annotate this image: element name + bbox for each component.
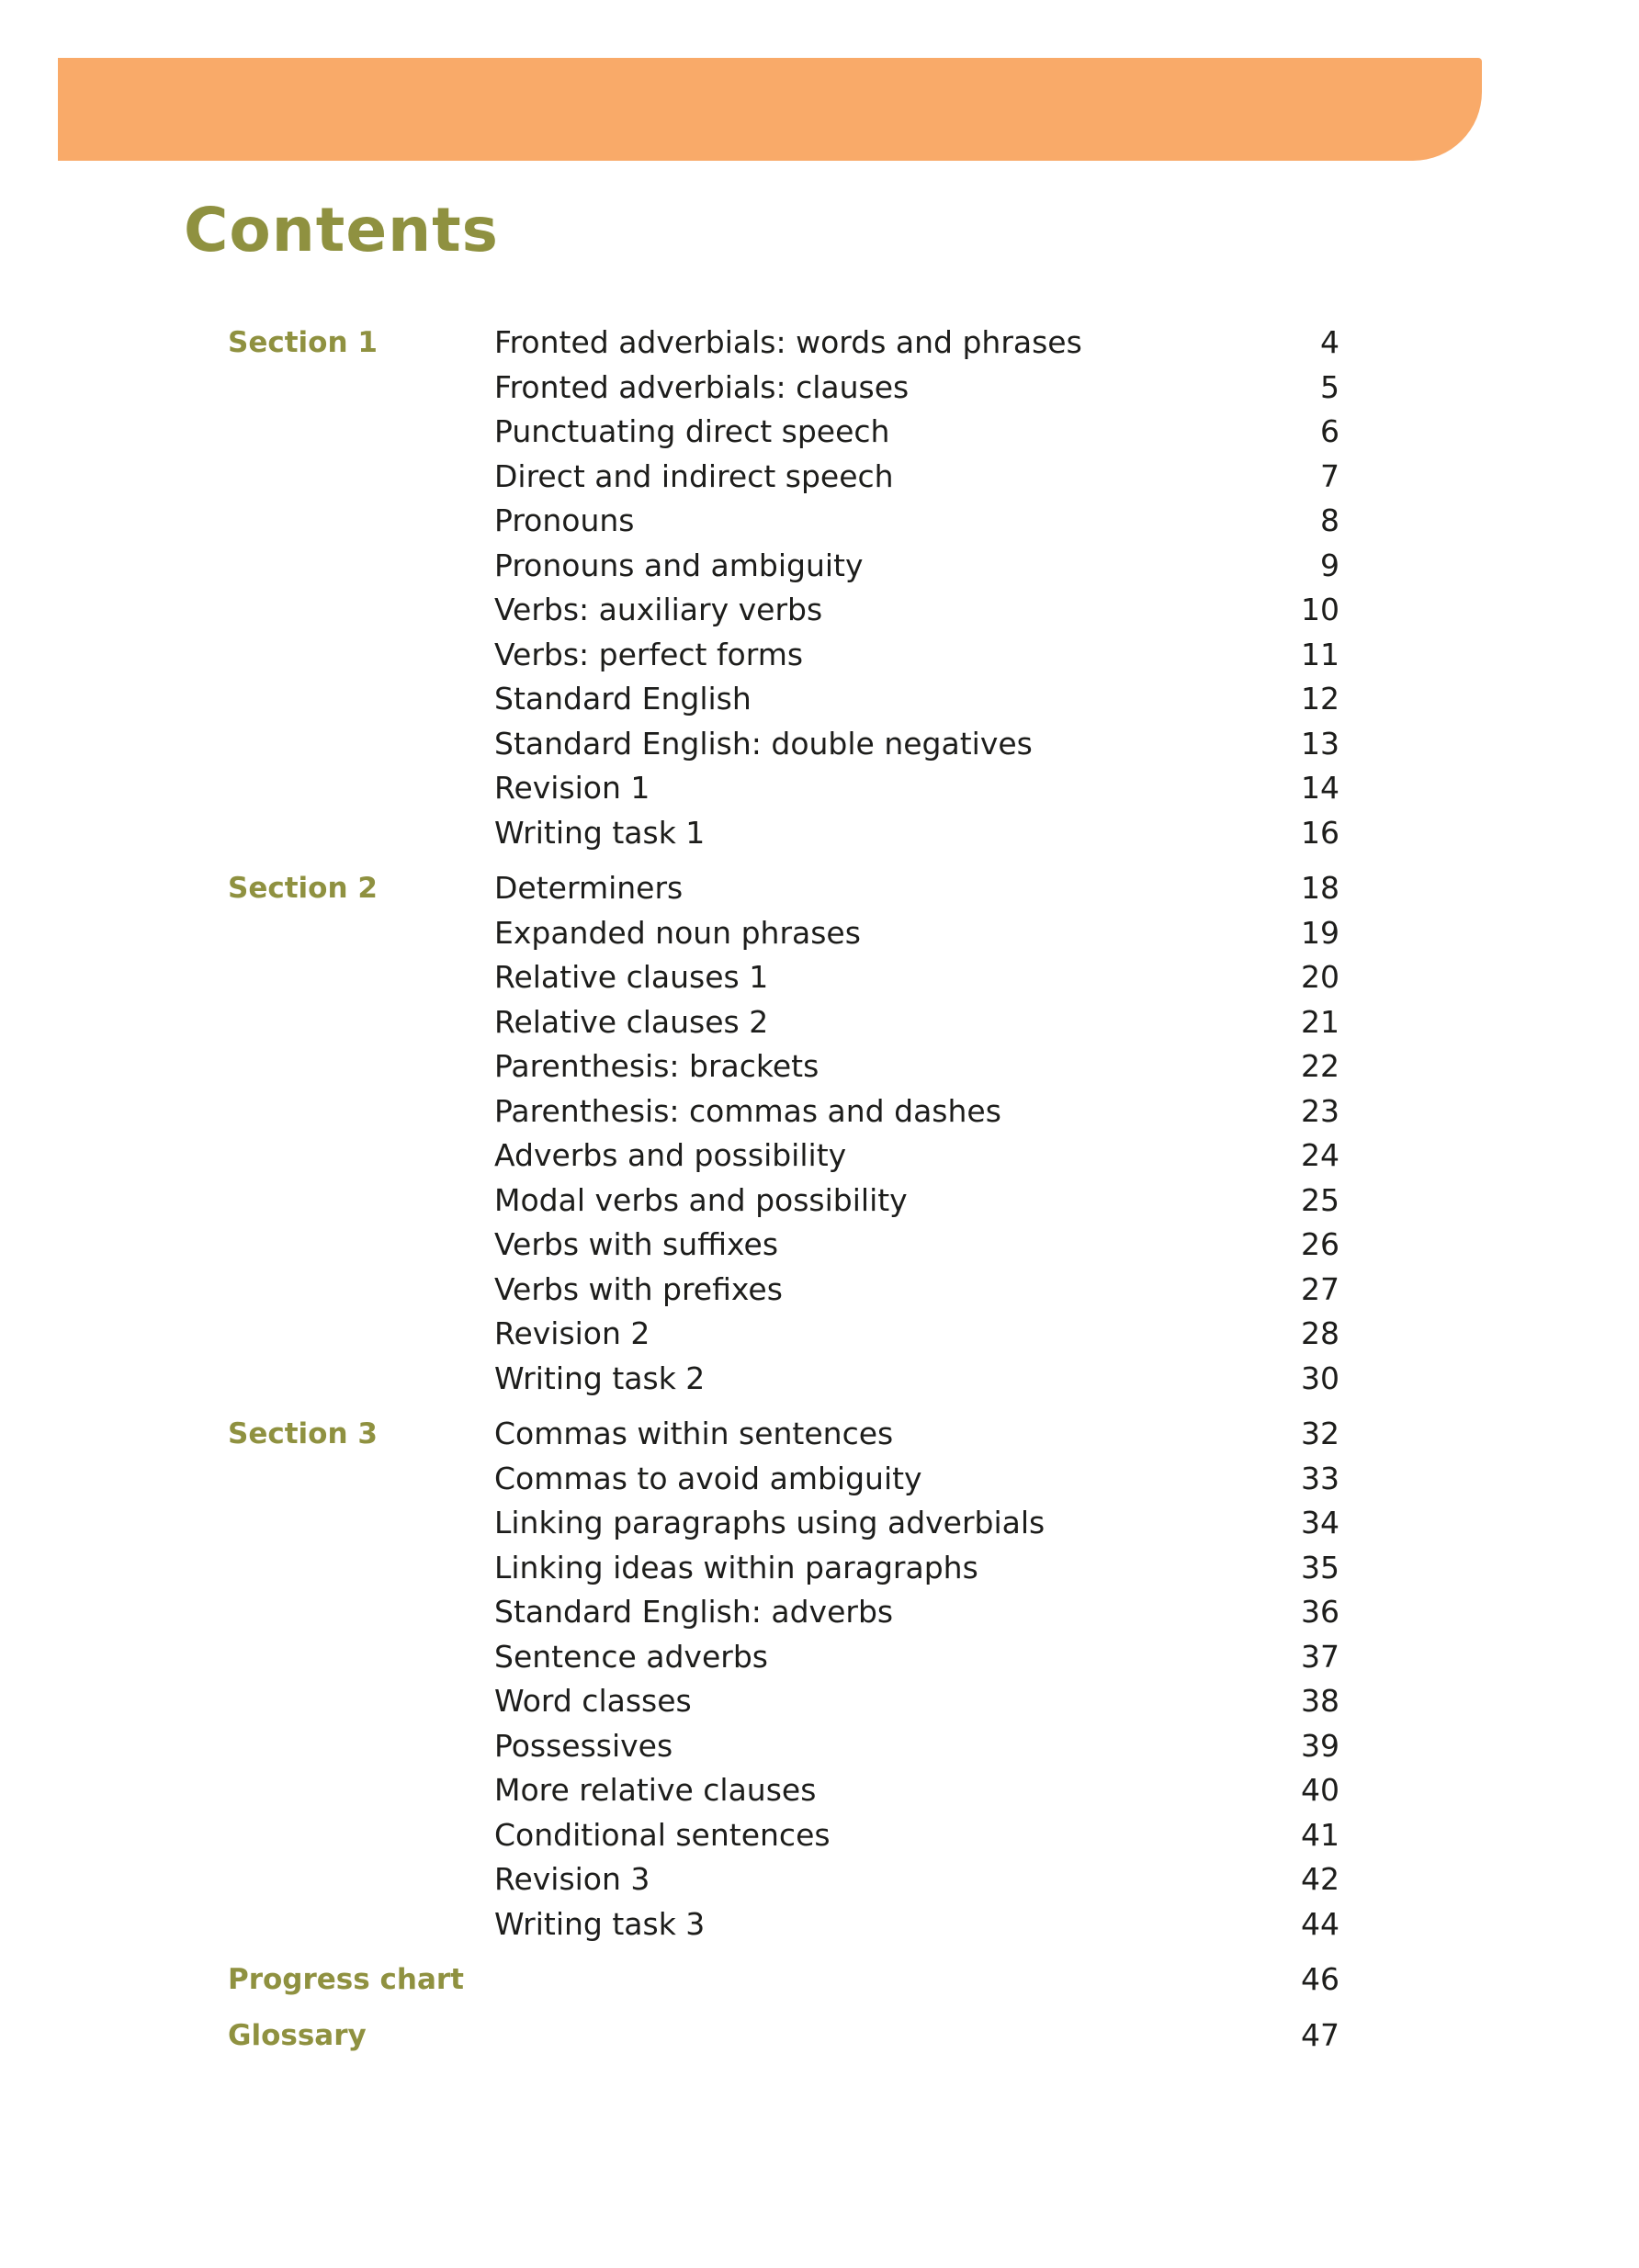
toc-entry [494,911,1339,956]
extra-page: 47 [1301,2016,1339,2053]
extra-label: Progress chart [228,1963,464,1996]
toc-entry-page: 20 [1301,959,1339,995]
toc-entry-page: 23 [1301,1092,1339,1129]
toc-entry-page: 40 [1301,1772,1339,1808]
toc-entry-title: Relative clauses 1 [494,959,769,995]
section-label: Section 3 [228,1417,378,1450]
toc-entry-page: 24 [1301,1137,1339,1173]
toc-entry [494,499,1339,544]
toc-entry [494,1546,1339,1591]
toc-entry [494,1457,1339,1502]
page-title: Contents [184,195,499,265]
toc-entry [494,410,1339,455]
toc-entry-title: Pronouns [494,502,635,538]
toc-extra-glossary [228,2014,1339,2059]
toc-entry-page: 35 [1301,1549,1339,1585]
toc-entry-title: Revision 2 [494,1315,650,1351]
toc-entry [494,321,1339,366]
toc-entry-title: Revision 1 [494,770,650,806]
toc-entry-page: 4 [1320,324,1339,360]
toc-entry-title: Parenthesis: commas and dashes [494,1092,1001,1129]
toc-section-3 [228,1412,1339,1946]
toc-entry-page: 8 [1320,502,1339,538]
toc-entry-title: Relative clauses 2 [494,1003,769,1040]
header-banner [58,58,1482,161]
section-label: Section 2 [228,872,378,905]
toc-entry-title: Expanded noun phrases [494,914,861,951]
toc-entry-page: 18 [1301,870,1339,906]
toc-entry-page: 27 [1301,1270,1339,1307]
toc-entry [494,1179,1339,1224]
toc-entry-title: Verbs with suffixes [494,1226,779,1262]
toc-entry-title: Commas to avoid ambiguity [494,1460,922,1496]
toc-entry-title: Standard English: adverbs [494,1594,894,1630]
toc-entry-title: Pronouns and ambiguity [494,547,864,583]
section-entries [494,866,1339,1401]
section-label: Section 1 [228,326,378,359]
toc-entry-title: Modal verbs and possibility [494,1181,908,1218]
toc-entry [494,588,1339,633]
toc-entry [494,1857,1339,1902]
toc-entry [494,1590,1339,1635]
toc-entry-title: Verbs with prefixes [494,1270,783,1307]
toc-entry [494,1679,1339,1724]
toc-entry-title: Direct and indirect speech [494,457,894,494]
toc-entry-title: Sentence adverbs [494,1638,768,1675]
toc-entry-page: 42 [1301,1861,1339,1897]
toc-entry-page: 39 [1301,1727,1339,1764]
toc-entry-page: 21 [1301,1003,1339,1040]
toc-entry-title: Commas within sentences [494,1416,894,1451]
toc-entry [494,1312,1339,1357]
toc-entry [494,1089,1339,1134]
toc-entry-page: 28 [1301,1315,1339,1351]
toc-entry-page: 5 [1320,368,1339,405]
toc-entry-page: 36 [1301,1594,1339,1630]
toc-entry-title: Fronted adverbials: clauses [494,368,910,405]
toc-entry-title: Linking paragraphs using adverbials [494,1505,1046,1540]
toc-entry [494,1813,1339,1858]
toc-entry-page: 33 [1301,1460,1339,1496]
toc-entry-title: Standard English: double negatives [494,725,1033,762]
toc-entry-title: Conditional sentences [494,1816,831,1853]
toc-entry [494,1044,1339,1089]
toc-entry-title: Writing task 1 [494,814,706,851]
toc-entry-page: 11 [1301,636,1339,672]
toc-entry-title: Writing task 3 [494,1905,706,1942]
toc-entry [494,1724,1339,1769]
toc-entry-title: Punctuating direct speech [494,413,890,449]
toc-entry [494,866,1339,911]
toc-entry [494,544,1339,589]
toc-entry-title: Determiners [494,870,684,906]
extra-page: 46 [1301,1961,1339,1997]
extra-label: Glossary [228,2018,367,2052]
toc-entry-title: Writing task 2 [494,1360,706,1396]
toc-entry-title: Verbs: auxiliary verbs [494,592,823,627]
toc-entry-page: 7 [1320,457,1339,494]
toc-entry [494,1357,1339,1402]
toc-entry [494,811,1339,856]
toc-entry [494,1134,1339,1179]
toc-entry [494,633,1339,678]
toc-section-2 [228,866,1339,1401]
toc-entry [494,677,1339,722]
toc-entry-title: Adverbs and possibility [494,1137,847,1173]
toc-entry [494,1768,1339,1813]
toc-entry-title: Revision 3 [494,1861,650,1897]
toc-entry-page: 30 [1301,1360,1339,1396]
toc-entry [494,1902,1339,1947]
toc-entry-page: 38 [1301,1683,1339,1719]
toc-entry [494,1268,1339,1313]
toc-entry-page: 32 [1301,1416,1339,1451]
toc-entry-page: 6 [1320,413,1339,449]
toc-entry-page: 26 [1301,1226,1339,1262]
toc-entry-page: 13 [1301,725,1339,762]
toc-entry-title: Fronted adverbials: words and phrases [494,324,1082,360]
toc-section-1 [228,321,1339,855]
toc-entry-page: 9 [1320,547,1339,583]
table-of-contents [228,321,1339,2069]
section-entries [494,321,1339,855]
toc-entry-title: Verbs: perfect forms [494,636,804,672]
toc-extra-progress-chart [228,1958,1339,2003]
toc-entry [494,1000,1339,1045]
toc-entry-page: 34 [1301,1505,1339,1540]
section-entries [494,1412,1339,1946]
toc-entry [494,1223,1339,1268]
toc-entry-page: 16 [1301,814,1339,851]
toc-entry [494,455,1339,500]
toc-entry [494,1635,1339,1680]
toc-entry [494,955,1339,1000]
toc-entry-title: Word classes [494,1683,692,1719]
toc-entry-page: 22 [1301,1048,1339,1084]
toc-entry-title: Standard English [494,681,752,717]
toc-entry-page: 37 [1301,1638,1339,1675]
toc-entry [494,366,1339,411]
toc-entry-title: Possessives [494,1727,673,1764]
toc-entry-title: More relative clauses [494,1772,817,1808]
toc-entry-title: Parenthesis: brackets [494,1048,820,1084]
toc-entry-title: Linking ideas within paragraphs [494,1549,978,1585]
toc-entry [494,1501,1339,1546]
toc-entry-page: 41 [1301,1816,1339,1853]
toc-entry-page: 44 [1301,1905,1339,1942]
toc-entry-page: 14 [1301,770,1339,806]
toc-entry-page: 12 [1301,681,1339,717]
toc-entry [494,722,1339,767]
toc-entry [494,766,1339,811]
toc-entry [494,1412,1339,1457]
toc-entry-page: 25 [1301,1181,1339,1218]
toc-entry-page: 19 [1301,914,1339,951]
toc-entry-page: 10 [1301,592,1339,627]
